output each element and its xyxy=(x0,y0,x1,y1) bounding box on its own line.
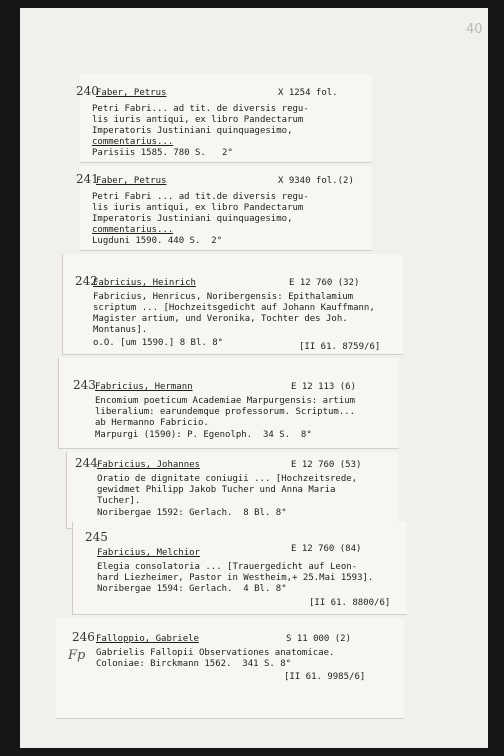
card-author: Faber, Petrus xyxy=(96,176,167,186)
card-reference: [II 61. 9985/6] xyxy=(284,672,366,682)
card-line: Marpurgi (1590): P. Egenolph. 34 S. 8° xyxy=(95,430,312,440)
card-line: liberalium: earundemque professorum. Scriptum... xyxy=(95,407,356,417)
card-line: gewidmet Philipp Jakob Tucher und Anna Maria xyxy=(97,485,336,495)
card-reference: [II 61. 8759/6] xyxy=(299,342,381,352)
card-line: Montanus]. xyxy=(93,325,148,335)
card-line: Fabricius, Henricus, Noribergensis: Epithalamium xyxy=(93,292,354,302)
catalog-page xyxy=(20,8,488,748)
card-line: Oratio de dignitate coniugii ... [Hochzeitsrede, xyxy=(97,474,358,484)
card-number: 245 xyxy=(85,530,108,544)
card-number: 243 xyxy=(73,378,96,392)
card-number: 244 xyxy=(75,456,98,470)
catalog-card-245 xyxy=(72,522,407,615)
card-shelfmark: E 12 760 (84) xyxy=(291,544,362,554)
card-author: Faber, Petrus xyxy=(96,88,167,98)
card-line: Noribergae 1592: Gerlach. 8 Bl. 8° xyxy=(97,508,287,518)
card-shelfmark: E 12 760 (32) xyxy=(289,278,360,288)
card-line: hard Liezheimer, Pastor in Westheim,+ 25.Mai 1593]. xyxy=(97,573,374,583)
card-author: Fabricius, Johannes xyxy=(97,460,200,470)
catalog-card-244 xyxy=(66,452,399,529)
card-line: Gabrielis Fallopii Observationes anatomicae. xyxy=(96,648,335,658)
card-line: scriptum ... [Hochzeitsgedicht auf Johann Kauffmann, xyxy=(93,303,375,313)
card-line: Elegia consolatoria ... [Trauergedicht auf Leon- xyxy=(97,562,358,572)
page-number: 40 xyxy=(466,22,483,37)
card-author: Falloppio, Gabriele xyxy=(96,634,199,644)
card-line: commentarius... xyxy=(92,137,174,147)
card-line: o.O. [um 1590.] 8 Bl. 8° xyxy=(93,338,224,348)
card-shelfmark: S 11 000 (2) xyxy=(286,634,352,644)
card-line: Petri Fabri... ad tit. de diversis regu- xyxy=(92,104,309,114)
card-line: Magister artium, und Veronika, Tochter des Joh. xyxy=(93,314,348,324)
catalog-card-242 xyxy=(62,254,403,355)
catalog-card-241 xyxy=(76,166,372,251)
card-author: Fabricius, Heinrich xyxy=(93,278,196,288)
card-line: Imperatoris Justiniani quinquagesimo, xyxy=(92,214,293,224)
card-line: Lugduni 1590. 440 S. 2° xyxy=(92,236,223,246)
card-line: Noribergae 1594: Gerlach. 4 Bl. 8° xyxy=(97,584,287,594)
card-number: 241 xyxy=(76,172,99,186)
card-number: 240 xyxy=(76,84,99,98)
card-shelfmark: X 9340 fol.(2) xyxy=(278,176,354,186)
catalog-card-246 xyxy=(56,618,404,719)
card-shelfmark: X 1254 fol. xyxy=(278,88,338,98)
card-line: commentarius... xyxy=(92,225,174,235)
card-author: Fabricius, Melchior xyxy=(97,548,200,558)
card-line: Petri Fabri ... ad tit.de diversis regu- xyxy=(92,192,309,202)
catalog-card-240 xyxy=(76,74,372,163)
card-line: lis iuris antiqui, ex libro Pandectarum xyxy=(92,115,304,125)
card-line: Imperatoris Justiniani quinquagesimo, xyxy=(92,126,293,136)
card-shelfmark: E 12 760 (53) xyxy=(291,460,362,470)
card-line: Coloniae: Birckmann 1562. 341 S. 8° xyxy=(96,659,292,669)
margin-note: Fp xyxy=(68,648,86,663)
card-line: Parisiis 1585. 780 S. 2° xyxy=(92,148,233,158)
card-reference: [II 61. 8800/6] xyxy=(309,598,391,608)
card-shelfmark: E 12 113 (6) xyxy=(291,382,357,392)
card-line: ab Hermanno Fabricio. xyxy=(95,418,209,428)
catalog-card-243 xyxy=(58,358,399,449)
card-line: Tucher]. xyxy=(97,496,141,506)
card-author: Fabricius, Hermann xyxy=(95,382,193,392)
card-line: lis iuris antiqui, ex libro Pandectarum xyxy=(92,203,304,213)
card-line: Encomium poeticum Academiae Marpurgensis: artium xyxy=(95,396,356,406)
card-number: 246 xyxy=(72,630,95,644)
card-number: 242 xyxy=(75,274,98,288)
